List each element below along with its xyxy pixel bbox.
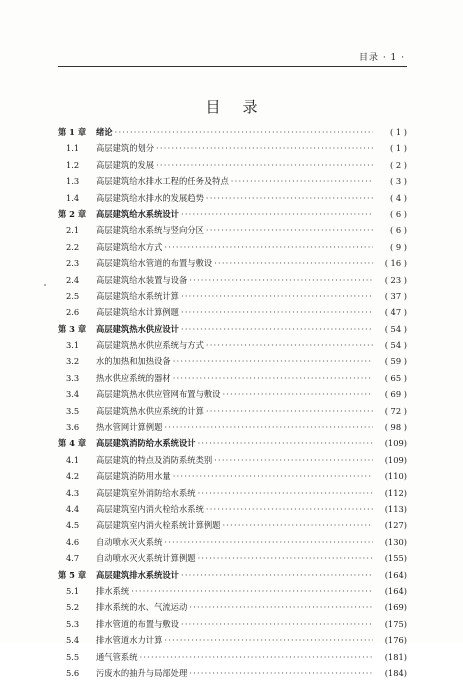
toc-entry-page: (112) <box>384 487 407 498</box>
toc-entry-page: (110) <box>384 471 407 482</box>
toc-section-entry <box>58 517 407 533</box>
toc-dot-leader <box>156 140 373 156</box>
toc-entry-title: 高层建筑给水系统设计 <box>96 208 179 219</box>
toc-entry-title: 高层建筑热水供应设计 <box>96 323 179 334</box>
toc-dot-leader <box>206 337 373 353</box>
toc-section-entry <box>58 353 407 369</box>
toc-entry-number: 4.1 <box>66 454 80 465</box>
running-head-label: 目录 <box>358 53 379 63</box>
toc-entry-number: 3.6 <box>66 422 80 433</box>
toc-entry-title: 高层建筑给水管道的布置与敷设 <box>96 258 213 269</box>
toc-dot-leader <box>181 288 373 304</box>
toc-dot-leader <box>173 370 373 386</box>
toc-entry-number: 4.2 <box>66 471 80 482</box>
toc-entry-page: ( 59 ) <box>384 356 407 367</box>
toc-section-entry <box>58 386 407 402</box>
toc-entry-number: 3.2 <box>66 356 80 367</box>
toc-entry-number: 5.1 <box>66 585 80 596</box>
toc-entry-number: 3.3 <box>66 372 80 383</box>
toc-entry-title: 通气管系统 <box>96 651 138 662</box>
toc-section-entry <box>58 665 407 681</box>
toc-entry-page: ( 54 ) <box>384 323 407 334</box>
toc-entry-number: 4.7 <box>66 553 80 564</box>
toc-entry-title: 高层建筑室内消火栓系统计算例题 <box>96 520 221 531</box>
toc-dot-leader <box>164 239 373 255</box>
toc-section-entry <box>58 485 407 501</box>
toc-entry-title: 排水管道水力计算 <box>96 635 163 646</box>
toc-dot-leader <box>198 550 373 566</box>
toc-dot-leader <box>214 255 373 271</box>
toc-section-entry <box>58 419 407 435</box>
toc-dot-leader <box>173 353 373 369</box>
toc-entry-number: 2.3 <box>66 258 80 269</box>
toc-entry-page: ( 65 ) <box>384 372 407 383</box>
toc-entry-number: 4.4 <box>66 503 80 514</box>
toc-entry-title: 高层建筑消防用水量 <box>96 471 171 482</box>
toc-entry-page: (130) <box>384 536 407 547</box>
toc-entry-number: 1.4 <box>66 192 80 203</box>
toc-entry-title: 高层建筑排水系统设计 <box>96 569 179 580</box>
toc-entry-title: 排水管道的布置与敷设 <box>96 618 179 629</box>
toc-entry-number: 3.4 <box>66 389 80 400</box>
toc-entry-number: 4.6 <box>66 536 80 547</box>
toc-chapter-entry <box>58 321 407 337</box>
toc-entry-number: 2.4 <box>66 274 80 285</box>
toc-entry-page: ( 6 ) <box>389 225 407 236</box>
toc-entry-page: ( 98 ) <box>384 422 407 433</box>
toc-section-entry <box>58 140 407 156</box>
toc-entry-page: ( 69 ) <box>384 389 407 400</box>
toc-dot-leader <box>189 272 373 288</box>
toc-entry-page: ( 37 ) <box>384 290 407 301</box>
toc-entry-number: 5.5 <box>66 651 80 662</box>
toc-entry-page: ( 23 ) <box>384 274 407 285</box>
toc-entry-title: 高层建筑的特点及消防系统类别 <box>96 454 213 465</box>
toc-dot-leader <box>198 435 373 451</box>
toc-section-entry <box>58 501 407 517</box>
toc-section-entry <box>58 550 407 566</box>
toc-dot-leader <box>231 173 373 189</box>
toc-dot-leader <box>181 567 373 583</box>
toc-entry-title: 高层建筑的发展 <box>96 159 155 170</box>
toc-section-entry <box>58 222 407 238</box>
toc-section-entry <box>58 632 407 648</box>
toc-section-entry <box>58 190 407 206</box>
toc-entry-title: 排水系统 <box>96 585 130 596</box>
toc-entry-number: 5.3 <box>66 618 80 629</box>
toc-entry-page: ( 1 ) <box>389 143 407 154</box>
toc-dot-leader <box>181 616 373 632</box>
toc-chapter-entry <box>58 124 407 140</box>
toc-chapter-entry <box>58 435 407 451</box>
toc-entry-page: (113) <box>384 503 407 514</box>
toc-entry-title: 高层建筑热水供应系统与方式 <box>96 340 204 351</box>
toc-section-entry <box>58 173 407 189</box>
toc-section-entry <box>58 649 407 665</box>
toc-entry-number: 4.3 <box>66 487 80 498</box>
toc-entry-title: 排水系统的水、气流运动 <box>96 602 188 613</box>
toc-dot-leader <box>164 419 373 435</box>
toc-entry-title: 热水管网计算例题 <box>96 422 163 433</box>
toc-dot-leader <box>173 468 373 484</box>
toc-entry-number: 2.5 <box>66 290 80 301</box>
toc-entry-number: 第 3 章 <box>58 323 87 334</box>
toc-entry-page: ( 72 ) <box>384 405 407 416</box>
toc-entry-page: (109) <box>384 454 407 465</box>
toc-entry-title: 高层建筑消防给水系统设计 <box>96 438 196 449</box>
toc-entry-page: (164) <box>384 585 407 596</box>
toc-section-entry <box>58 255 407 271</box>
toc-entry-page: (127) <box>384 520 407 531</box>
toc-entry-number: 2.2 <box>66 241 80 252</box>
toc-entry-title: 高层建筑热水供应系统的计算 <box>96 405 204 416</box>
toc-entry-title: 高层建筑热水供应管网布置与敷设 <box>96 389 221 400</box>
toc-dot-leader <box>222 517 373 533</box>
toc-chapter-entry <box>58 206 407 222</box>
toc-entry-number: 2.6 <box>66 307 80 318</box>
running-head <box>359 50 405 63</box>
toc-entry-title: 高层建筑室内消火栓给水系统 <box>96 503 204 514</box>
toc-section-entry <box>58 304 407 320</box>
toc-entry-page: ( 2 ) <box>389 159 407 170</box>
toc-entry-page: (181) <box>384 651 407 662</box>
toc-dot-leader <box>181 206 373 222</box>
running-head-page-number: · 1 · <box>382 53 405 63</box>
toc-entry-title: 高层建筑给水系统与竖向分区 <box>96 225 204 236</box>
toc-entry-title: 热水供应系统的器材 <box>96 372 171 383</box>
toc-entry-number: 第 2 章 <box>58 208 87 219</box>
toc-entry-page: ( 6 ) <box>389 208 407 219</box>
toc-dot-leader <box>181 321 373 337</box>
toc-dot-leader <box>164 534 373 550</box>
scan-speck <box>44 284 46 286</box>
toc-entry-title: 高层建筑给水计算例题 <box>96 307 179 318</box>
toc-entry-number: 1.3 <box>66 176 80 187</box>
toc-entry-page: (155) <box>384 553 407 564</box>
toc-entry-page: (184) <box>384 667 407 678</box>
toc-entry-title: 水的加热和加热设备 <box>96 356 171 367</box>
toc-section-entry <box>58 239 407 255</box>
header-rule <box>58 66 407 67</box>
toc-entry-page: ( 9 ) <box>389 241 407 252</box>
toc-section-entry <box>58 403 407 419</box>
toc-entry-title: 高层建筑给水排水工程的任务及特点 <box>96 176 229 187</box>
toc-entry-number: 4.5 <box>66 520 80 531</box>
toc-entry-number: 2.1 <box>66 225 80 236</box>
toc-dot-leader <box>131 583 373 599</box>
toc-section-entry <box>58 583 407 599</box>
toc-entry-page: (109) <box>384 438 407 449</box>
toc-dot-leader <box>189 599 373 615</box>
toc-entry-number: 3.1 <box>66 340 80 351</box>
toc-entry-title: 高层建筑给水系统计算 <box>96 290 179 301</box>
toc-section-entry <box>58 157 407 173</box>
toc-entry-page: ( 3 ) <box>389 176 407 187</box>
toc-entry-page: ( 4 ) <box>389 192 407 203</box>
toc-section-entry <box>58 337 407 353</box>
toc-entry-title: 高层建筑室外消防给水系统 <box>96 487 196 498</box>
toc-dot-leader <box>164 632 373 648</box>
toc-dot-leader <box>206 222 373 238</box>
toc-entry-number: 第 4 章 <box>58 438 87 449</box>
toc-entry-title: 高层建筑给水方式 <box>96 241 163 252</box>
toc-entry-number: 3.5 <box>66 405 80 416</box>
toc-entry-number: 1.2 <box>66 159 80 170</box>
toc-section-entry <box>58 272 407 288</box>
toc-dot-leader <box>198 485 373 501</box>
table-of-contents <box>58 124 407 681</box>
toc-dot-leader <box>206 190 373 206</box>
toc-chapter-entry <box>58 567 407 583</box>
toc-section-entry <box>58 599 407 615</box>
toc-entry-title: 高层建筑的划分 <box>96 143 155 154</box>
toc-entry-number: 第 1 章 <box>58 127 87 137</box>
toc-entry-number: 5.2 <box>66 602 80 613</box>
toc-entry-number: 5.4 <box>66 635 80 646</box>
toc-dot-leader <box>206 403 373 419</box>
toc-dot-leader <box>206 501 373 517</box>
toc-dot-leader <box>222 386 373 402</box>
toc-dot-leader <box>181 304 373 320</box>
toc-dot-leader <box>189 665 373 681</box>
toc-section-entry <box>58 468 407 484</box>
toc-entry-title: 污废水的抽升与局部处理 <box>96 667 188 678</box>
toc-section-entry <box>58 452 407 468</box>
toc-dot-leader <box>156 157 373 173</box>
toc-entry-title: 高层建筑给水排水的发展趋势 <box>96 192 204 203</box>
toc-entry-page: (176) <box>384 635 407 646</box>
toc-entry-page: (164) <box>384 569 407 580</box>
toc-dot-leader <box>115 124 373 140</box>
toc-entry-page: (175) <box>384 618 407 629</box>
toc-entry-page: ( 1 ) <box>389 127 407 137</box>
toc-section-entry <box>58 288 407 304</box>
toc-entry-title: 自动喷水灭火系统 <box>96 536 163 547</box>
toc-entry-title: 高层建筑给水装置与设备 <box>96 274 188 285</box>
toc-entry-page: ( 54 ) <box>384 340 407 351</box>
toc-entry-page: (169) <box>384 602 407 613</box>
toc-section-entry <box>58 534 407 550</box>
toc-entry-number: 5.6 <box>66 667 80 678</box>
toc-title: 目录 <box>205 98 280 116</box>
toc-section-entry <box>58 616 407 632</box>
toc-entry-title: 绪论 <box>96 127 113 137</box>
toc-dot-leader <box>140 649 374 665</box>
toc-section-entry <box>58 370 407 386</box>
toc-entry-page: ( 16 ) <box>384 258 407 269</box>
toc-entry-number: 第 5 章 <box>58 569 87 580</box>
toc-entry-page: ( 47 ) <box>384 307 407 318</box>
toc-dot-leader <box>214 452 373 468</box>
toc-entry-number: 1.1 <box>66 143 80 154</box>
toc-entry-title: 自动喷水灭火系统计算例题 <box>96 553 196 564</box>
